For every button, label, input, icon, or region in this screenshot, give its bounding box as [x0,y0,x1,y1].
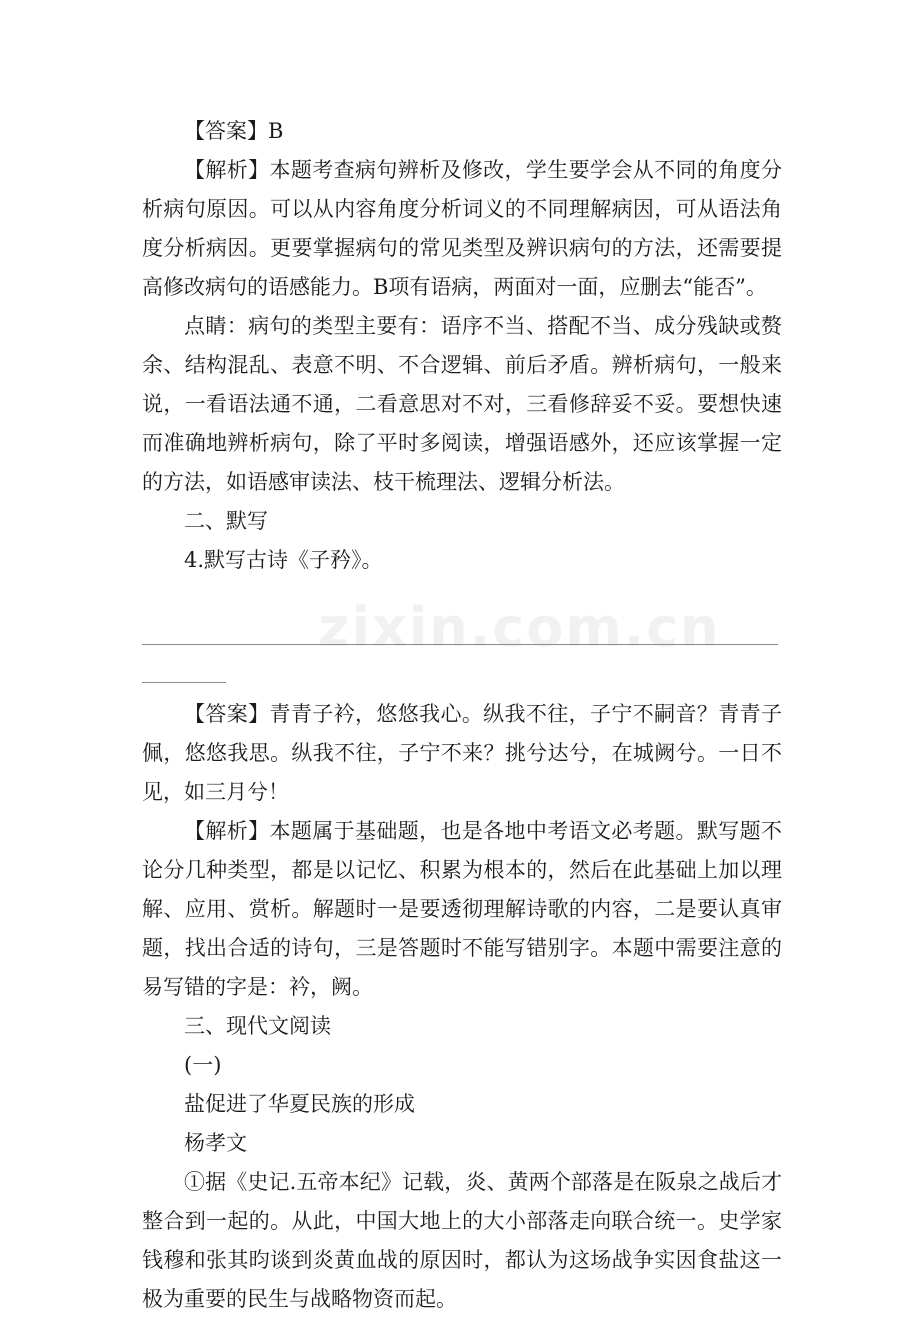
analysis-4: 【解析】本题属于基础题，也是各地中考语文必考题。默写题不论分几种类型，都是以记忆、积累为根本的，然后在此基础上加以理解、应用、赏析。解题时一是要透彻理解诗歌的内容，二是要认真审题，找出合适的诗句，三是答题时不能写错别字。本题中需要注意的易写错的字是：衿，阙。 [142,819,782,999]
article-paragraph-1: ①据《史记.五帝本纪》记载，炎、黄两个部落是在阪泉之战后才整合到一起的。从此，中国大地上的大小部落走向联合统一。史学家钱穆和张其昀谈到炎黄血战的原因时，都认为这场战争实因食盐这一极为重要的民生与战略物资而起。 [142,1170,782,1311]
section-heading-reading: 三、现代文阅读 [184,1014,331,1038]
answer-line-short [142,682,226,683]
section-heading-dictation: 二、默写 [184,509,268,533]
analysis-3: 【解析】本题考查病句辨析及修改，学生要学会从不同的角度分析病句原因。可以从内容角度分析词义的不同理解病因，可从语法角度分析病因。更要掌握病句的常见类型及辨识病句的方法，还需要提高修改病句的语感能力。B项有语病，两面对一面，应删去“能否”。 [142,158,782,299]
answer-3: 【答案】B [184,119,284,143]
answer-line [142,644,778,645]
document-page [142,112,782,1319]
tip-paragraph: 点睛：病句的类型主要有：语序不当、搭配不当、成分残缺或赘余、结构混乱、表意不明、不合逻辑、前后矛盾。辨析病句，一般来说，一看语法通不通，二看意思对不对，三看修辞妥不妥。要想快速而准确地辨析病句，除了平时多阅读，增强语感外，还应该掌握一定的方法，如语感审读法、枝干梳理法、逻辑分析法。 [142,314,782,494]
article-author: 杨孝文 [184,1131,247,1155]
subsection-number: (一) [184,1053,222,1077]
watermark: zixin.com.cn [318,596,721,659]
answer-4: 【答案】青青子衿，悠悠我心。纵我不往，子宁不嗣音？青青子佩，悠悠我思。纵我不往，子宁不来？挑兮达兮，在城阙兮。一日不见，如三月兮！ [142,702,782,804]
article-title: 盐促进了华夏民族的形成 [184,1092,415,1116]
question-4: 4.默写古诗《子矜》。 [184,548,383,572]
answer-blank-area [142,580,782,695]
